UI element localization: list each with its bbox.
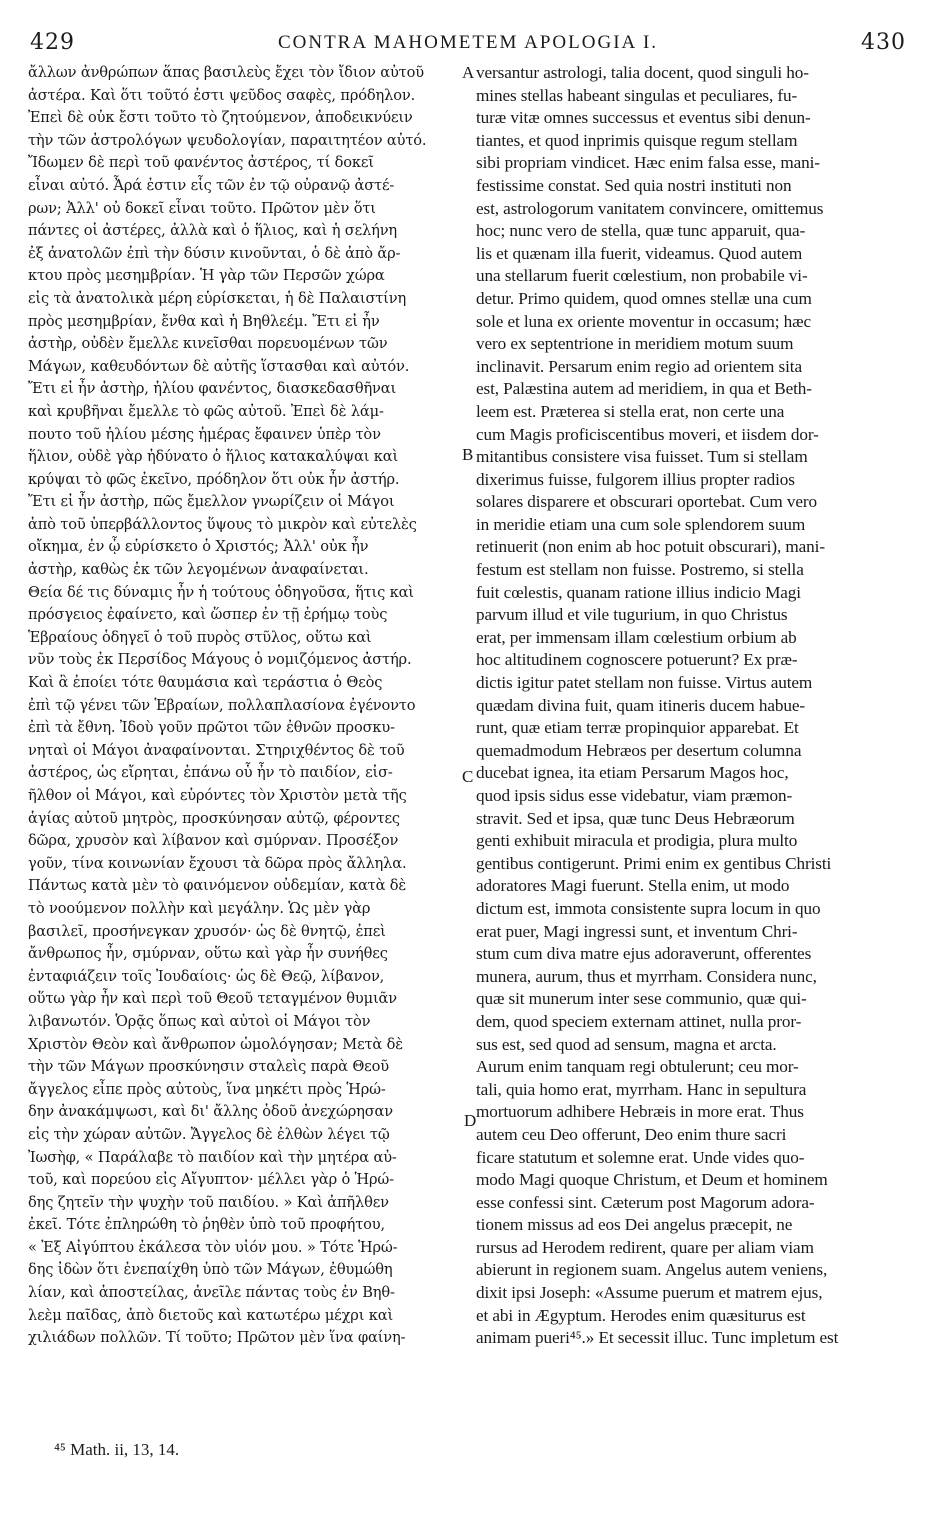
greek-text-column xyxy=(28,62,460,1350)
latin-text-line: runt, quæ etiam terræ propinquior apparebat. Et xyxy=(476,718,799,738)
latin-text-line: erat, per immensam illam cœlestium orbium ab xyxy=(476,627,797,647)
greek-text-line: Ἐπεὶ δὲ οὐκ ἔστι τοῦτο τὸ ζητούμενον, ἀποδεικνύειν xyxy=(28,109,413,127)
greek-text-line: γοῦν, τίνα κοινωνίαν ἔχουσι τὰ δῶρα πρὸς ἄλληλα. xyxy=(28,854,407,872)
latin-text-line: gentibus contigerunt. Primi enim ex gentibus Christi xyxy=(476,853,832,873)
greek-text-line: ἀστέρα. Καὶ ὅτι τοῦτό ἐστι ψεῦδος σαφὲς, πρόδηλον. xyxy=(28,86,416,104)
greek-text-line: καὶ κρυβῆναι ἔμελλε τὸ φῶς αὐτοῦ. Ἐπεὶ δὲ λάμ- xyxy=(28,402,384,420)
latin-text-line: mortuorum adhibere Hebræis in more erat. Thus xyxy=(476,1102,804,1122)
greek-text-line: ἐξ ἀνατολῶν ἐπὶ τὴν δύσιν κινοῦνται, ὁ δὲ ἀπὸ ἄρ- xyxy=(28,244,401,262)
latin-text-line: hoc altitudinem cognoscere potuerunt? Ex præ- xyxy=(476,650,798,670)
greek-text-line: ῆλθον οἱ Μάγοι, καὶ εὑρόντες τὸν Χριστὸν μετὰ τῆς xyxy=(28,787,407,804)
greek-text-line: ἐνταφιάζειν τοῖς Ἰουδαίοις· ὡς δὲ Θεῷ, λίβανον, xyxy=(28,967,385,985)
greek-text-line: πρόσγειος ἐφαίνετο, καὶ ὥσπερ ἐν τῇ ἐρήμῳ τοὺς xyxy=(28,606,388,624)
greek-text-line: νῦν τοὺς ἐκ Περσίδος Μάγους ὁ νομιζόμενος ἀστήρ. xyxy=(28,651,412,669)
latin-text-line: hoc; nunc vero de stella, quæ tunc apparuit, qua- xyxy=(476,221,806,241)
greek-text-line: Ἔτι εἰ ἦν ἀστὴρ, πῶς ἔμελλον γνωρίζειν οἱ Μάγοι xyxy=(28,493,395,511)
greek-text-line: λίαν, καὶ ἀποστείλας, ἀνεῖλε πάντας τοὺς ἐν Βηθ- xyxy=(28,1284,395,1302)
margin-marker-b: B xyxy=(462,445,474,464)
latin-text-line: mines stellas habeant singulas et peculiares, fu- xyxy=(476,85,798,105)
greek-text-line: ἁγίας αὐτοῦ μητρὸς, προσκύνησαν αὐτῷ, φέροντες xyxy=(28,809,400,827)
latin-text-line: vero ex septentrione in meridiem motum suum xyxy=(476,334,794,354)
latin-text-line: animam pueri⁴⁵.» Et secessit illuc. Tunc impletum est xyxy=(476,1328,839,1348)
greek-text-line: κρύψαι τὸ φῶς ἐκεῖνο, πρόδηλον ὅτι οὐκ ἦν ἀστήρ. xyxy=(28,470,400,488)
greek-text-line: Ἴδωμεν δὲ περὶ τοῦ φανέντος ἀστέρος, τί δοκεῖ xyxy=(28,154,374,172)
greek-text-line: βασιλεῖ, προσήνεγκαν χρυσόν· ὡς δὲ θνητῷ, ἐπεὶ xyxy=(28,922,386,940)
greek-text-line: Καὶ ἃ ἐποίει τότε θαυμάσια καὶ τεράστια ὁ Θεὸς xyxy=(28,674,383,692)
greek-text-line: Ἰωσὴφ, « Παράλαβε τὸ παιδίον καὶ τὴν μητέρα αὐ- xyxy=(28,1148,397,1166)
latin-text-line: est, Palæstina autem ad meridiem, in qua et Beth- xyxy=(476,379,812,399)
latin-text-line: tali, quia homo erat, myrrham. Hanc in sepultura xyxy=(476,1079,807,1099)
greek-text-line: ρων; Ἀλλ' οὐ δοκεῖ εἶναι τοῦτο. Πρῶτον μὲν ὅτι xyxy=(28,199,376,217)
latin-text-line: sus est, sed quod ad sensum, magna et arcta. xyxy=(476,1034,777,1054)
greek-text-line: ἀστέρος, ὡς εἴρηται, ἐπάνω οὗ ἦν τὸ παιδίον, εἰσ- xyxy=(28,764,393,782)
latin-text-line: fuit cœlestis, quanam ratione illius indicio Magi xyxy=(476,582,801,602)
greek-text-line: τὸ νοούμενον πολλὴν καὶ μεγάλην. Ὡς μὲν γὰρ xyxy=(28,899,371,917)
greek-text-line: εἶναι αὐτό. Ἆρά ἐστιν εἷς τῶν ἐν τῷ οὐρανῷ ἀστέ- xyxy=(28,176,395,194)
greek-text-line: ἄνθρωπος ἦν, σμύρναν, οὕτω καὶ γὰρ ἦν συνήθες xyxy=(28,945,388,963)
greek-text-line: ἐπὶ τὰ ἔθνη. Ἰδοὺ γοῦν πρῶτοι τῶν ἐθνῶν προσκυ- xyxy=(28,719,395,737)
latin-text-line: autem ceu Deo offerunt, Deo enim thure sacri xyxy=(476,1124,787,1144)
latin-text-line: dictis igitur patet stellam non fuisse. Virtus autem xyxy=(476,673,813,693)
latin-text-line: modo Magi quoque Christum, et Deum et hominem xyxy=(476,1170,828,1190)
latin-text-line: tionem missus ad eos Dei angelus præcepit, ne xyxy=(476,1215,793,1235)
greek-text-line: τὴν τῶν ἀστρολόγων ψευδολογίαν, παραιτητέον αὐτό. xyxy=(28,131,427,149)
latin-text-line: Aurum enim tanquam regi obtulerunt; ceu mor- xyxy=(476,1057,799,1077)
latin-text-line: inclinavit. Persarum enim regio ad orientem sita xyxy=(476,356,802,376)
latin-text-line: mitantibus consistere visa fuisset. Tum si stellam xyxy=(476,447,808,467)
latin-text-line: rursus ad Herodem redirent, quare per aliam viam xyxy=(476,1237,814,1257)
greek-text-line: ἐκεῖ. Τότε ἐπληρώθη τὸ ῥηθὲν ὑπὸ τοῦ προφήτου, xyxy=(28,1216,385,1234)
latin-text-line: cum Magis proficiscentibus moveri, et iisdem dor- xyxy=(476,424,819,444)
latin-text-line: festum est stellam non fuisse. Postremo, si stella xyxy=(476,560,804,580)
latin-text-line: stravit. Sed et ipsa, quæ tunc Deus Hebræorum xyxy=(476,808,795,828)
greek-text-line: δης ἰδὼν ὅτι ἐνεπαίχθη ὑπὸ τῶν Μάγων, ἐθυμώθη xyxy=(28,1261,393,1279)
greek-text-line: χιλιάδων πολλῶν. Τί τοῦτο; Πρῶτον μὲν ἵνα φαίνη- xyxy=(28,1329,406,1347)
greek-text-line: ἀστὴρ, καθὼς ἐκ τῶν λεγομένων ἀναφαίνεται. xyxy=(28,561,369,579)
latin-text-line: versantur astrologi, talia docent, quod singuli ho- xyxy=(476,63,809,82)
greek-text-line: Θεία δέ τις δύναμις ἦν ἡ τούτους ὁδηγοῦσα, ἥτις καὶ xyxy=(28,583,414,601)
latin-text-line: stum cum diva matre ejus adoraverunt, offerentes xyxy=(476,944,812,964)
latin-text-line: dixerimus fuisse, fulgorem illius propter radios xyxy=(476,469,795,489)
page-number-right: 430 xyxy=(861,30,906,55)
latin-text-line: una stellarum fuerit cœlestium, non probabile vi- xyxy=(476,266,808,286)
greek-text-line: Ἔτι εἰ ἦν ἀστὴρ, ἡλίου φανέντος, διασκεδασθῆναι xyxy=(28,380,397,398)
latin-text-line: est, astrologorum vanitatem convincere, omittemus xyxy=(476,198,824,218)
greek-text-line: ἀστὴρ, οὐδὲν ἔμελλε κινεῖσθαι πορευομένων τῶν xyxy=(28,335,388,353)
greek-text-line: νηταὶ οἱ Μάγοι ἀναφαίνονται. Στηριχθέντος δὲ τοῦ xyxy=(28,741,405,759)
greek-text-line: λιβανωτόν. Ὁρᾷς ὅπως καὶ αὐτοὶ οἱ Μάγοι τὸν xyxy=(28,1012,371,1030)
greek-text-line: ἥλιον, οὐδὲ γὰρ ἠδύνατο ὁ ἥλιος κατακαλύψαι καὶ xyxy=(28,448,399,466)
latin-text-line: genti exhibuit miracula et prodigia, plura multo xyxy=(476,831,798,851)
greek-text-line: ἄγγελος εἶπε πρὸς αὐτοὺς, ἵνα μηκέτι πρὸς Ἡρώ- xyxy=(28,1080,386,1098)
latin-text-line: dem, quod speciem externam attinet, nulla pror- xyxy=(476,1011,802,1031)
latin-text-line: ficare statutum et solemne erat. Unde vides quo- xyxy=(476,1147,805,1167)
latin-text-line: lis et quænam illa fuerit, videamus. Quod autem xyxy=(476,243,803,263)
margin-marker-c: C xyxy=(462,767,474,786)
latin-text-line: quæ sit munerum inter sese communio, quæ qui- xyxy=(476,989,807,1009)
page-header xyxy=(30,30,906,58)
latin-text-line: abierunt in regionem suam. Angelus autem veniens, xyxy=(476,1260,828,1280)
latin-text-line: dixit ipsi Joseph: «Assume puerum et matrem ejus, xyxy=(476,1283,823,1303)
latin-text-line: sole et luna ex oriente moventur in occasum; hæc xyxy=(476,311,812,331)
latin-text-line: dictum est, immota consistente supra locum in quo xyxy=(476,898,821,918)
greek-text-line: οὕτω γὰρ ἦν καὶ περὶ τοῦ Θεοῦ τεταγμένον θυμιᾶν xyxy=(28,990,397,1008)
greek-text-line: εἰς τὰ ἀνατολικὰ μέρη εὑρίσκεται, ἡ δὲ Παλαιστίνη xyxy=(28,289,407,307)
greek-text-line: Χριστὸν Θεὸν καὶ ἄνθρωπον ὡμολόγησαν; Μετὰ δὲ xyxy=(28,1035,403,1053)
margin-marker-d: D xyxy=(464,1111,477,1130)
latin-text-line: erat puer, Magi ingressi sunt, et inventum Chri- xyxy=(476,921,798,941)
greek-text-line: Ἑβραίους ὁδηγεῖ ὁ τοῦ πυρὸς στῦλος, οὕτω καὶ xyxy=(28,628,372,646)
greek-text-line: εἰς τὴν χώραν αὐτῶν. Ἄγγελος δὲ ἐλθὼν λέγει τῷ xyxy=(28,1125,390,1143)
latin-text-column xyxy=(476,62,896,1350)
margin-marker-a: A xyxy=(462,63,475,82)
greek-text-line: οἴκημα, ἐν ᾧ εὑρίσκετο ὁ Χριστός; Ἀλλ' οὐκ ἦν xyxy=(28,538,369,556)
latin-text-line: in meridie etiam una cum sole splendorem suum xyxy=(476,514,806,534)
greek-text-line: πουτο τοῦ ἡλίου μέσης ἡμέρας ἔφαινεν ὑπὲρ τὸν xyxy=(28,425,381,443)
greek-text-line: Πάντως κατὰ μὲν τὸ φαινόμενον οὐδεμίαν, κατὰ δὲ xyxy=(28,877,407,895)
latin-text-line: solares disparere et obscurari oportebat. Cum vero xyxy=(476,492,818,512)
footnote: ⁴⁵ Math. ii, 13, 14. xyxy=(54,1440,180,1459)
page-number-left: 429 xyxy=(30,30,75,55)
greek-text-line: τοῦ, καὶ πορεύου εἰς Αἴγυπτον· μέλλει γὰρ ὁ Ἡρώ- xyxy=(28,1171,394,1189)
running-title: CONTRA MAHOMETEM APOLOGIA I. xyxy=(277,32,659,53)
latin-text-line: festissime constat. Sed quia nostri instituti non xyxy=(476,175,792,195)
latin-text-line: leem est. Præterea si stella erat, non certe una xyxy=(476,401,785,421)
latin-text-line: tiantes, et quod inprimis quisque regum stellam xyxy=(476,130,798,150)
greek-text-line: λεὲμ παῖδας, ἀπὸ διετοῦς καὶ κατωτέρω μέχρι καὶ xyxy=(28,1306,394,1324)
latin-text-line: munera, aurum, thus et myrrham. Considera nunc, xyxy=(476,966,817,986)
latin-text-line: adoratores Magi fuerunt. Stella enim, ut modo xyxy=(476,876,790,896)
greek-text-line: ἀπὸ τοῦ ὑπερβάλλοντος ὕψους τὸ μικρὸν καὶ εὐτελὲς xyxy=(28,515,417,533)
latin-text-line: detur. Primo quidem, quod omnes stellæ una cum xyxy=(476,288,812,308)
latin-text-line: parvum illud et vile tugurium, in quo Christus xyxy=(476,605,788,625)
greek-text-line: δῶρα, χρυσὸν καὶ λίβανον καὶ σμύρναν. Προσέξον xyxy=(28,832,399,850)
greek-text-line: δην ἀνακάμψωσι, καὶ δι' ἄλλης ὁδοῦ ἀνεχώρησαν xyxy=(28,1103,393,1121)
latin-text-line: quædam divina fuit, quam itineris ducem habue- xyxy=(476,695,806,715)
latin-text-line: quod ipsis sidus esse videbatur, viam præmon- xyxy=(476,786,793,805)
greek-text-line: κτου πρὸς μεσημβρίαν. Ἡ γὰρ τῶν Περσῶν χώρα xyxy=(28,267,385,285)
greek-text-line: ἐπὶ τῷ γένει τῶν Ἑβραίων, πολλαπλασίονα ἐγένοντο xyxy=(28,696,416,714)
latin-text-line: et abi in Ægyptum. Herodes enim quæsiturus est xyxy=(476,1305,806,1325)
greek-text-line: τὴν τῶν Μάγων προσκύνησιν σταλεὶς παρὰ Θεοῦ xyxy=(28,1058,389,1076)
greek-text-line: δης ζητεῖν τὴν ψυχὴν τοῦ παιδίου. » Καὶ ἀπῆλθεν xyxy=(28,1193,389,1211)
latin-text-line: quemadmodum Hebræos per desertum columna xyxy=(476,740,802,760)
greek-text-line: πρὸς μεσημβρίαν, ἔνθα καὶ ἡ Βηθλεέμ. Ἔτι εἰ ἦν xyxy=(28,312,380,330)
greek-text-line: « Ἐξ Αἰγύπτου ἐκάλεσα τὸν υἱόν μου. » Τότε Ἡρώ- xyxy=(28,1238,398,1256)
greek-text-line: ἄλλων ἀνθρώπων ἅπας βασιλεὺς ἔχει τὸν ἴδιον αὐτοῦ xyxy=(28,64,424,81)
latin-text-line: ducebat ignea, ita etiam Persarum Magos hoc, xyxy=(476,763,789,783)
greek-text-line: πάντες οἱ ἀστέρες, ἀλλὰ καὶ ὁ ἥλιος, καὶ ἡ σελήνη xyxy=(28,222,398,240)
greek-text-line: Μάγων, καθευδόντων δὲ αὐτῆς ἵστασθαι καὶ αὐτόν. xyxy=(28,357,410,375)
latin-text-line: sibi propriam vindicet. Hæc enim falsa esse, mani- xyxy=(476,153,820,173)
latin-text-line: turæ vitæ omnes successus et eventus sibi denun- xyxy=(476,108,811,128)
latin-text-line: retinuerit (non enim ab hoc potuit obscurari), mani- xyxy=(476,537,825,557)
latin-text-line: esse confessi sint. Cæterum post Magorum adora- xyxy=(476,1192,815,1212)
